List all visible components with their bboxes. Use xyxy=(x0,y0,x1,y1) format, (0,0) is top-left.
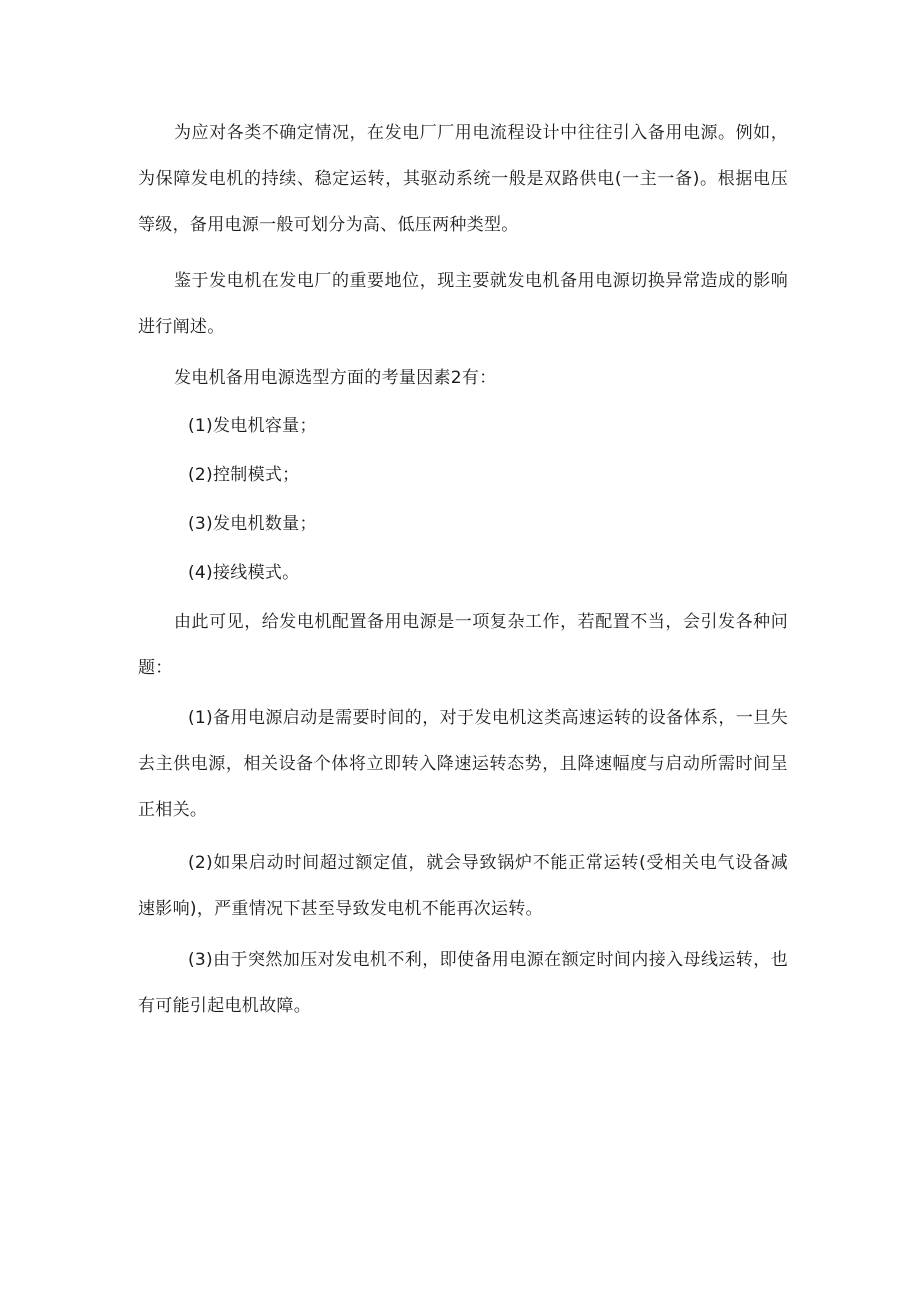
factor-item-control-mode: (2)控制模式； xyxy=(188,465,300,485)
paragraph-selection-factors-heading: 发电机备用电源选型方面的考量因素2有： xyxy=(174,368,497,388)
problem-item-startup-time: (1)备用电源启动是需要时间的，对于发电机这类高速运转的设备体系，一旦失去主供电源，相关设备个体将立即转入降速运转态势，且降速幅度与启动所需时间呈正相关。 xyxy=(138,708,788,820)
paragraph-generator-importance: 鉴于发电机在发电厂的重要地位，现主要就发电机备用电源切换异常造成的影响进行阐述。 xyxy=(138,271,788,337)
factor-item-capacity: (1)发电机容量； xyxy=(188,416,317,436)
problem-item-rated-time-exceeded: (2)如果启动时间超过额定值，就会导致锅炉不能正常运转(受相关电气设备减速影响)，严重情况下甚至导致发电机不能再次运转。 xyxy=(138,853,788,919)
paragraph-problems-intro: 由此可见，给发电机配置备用电源是一项复杂工作，若配置不当，会引发各种问题： xyxy=(138,612,788,678)
factor-item-generator-count: (3)发电机数量； xyxy=(188,514,317,534)
paragraph-backup-power-intro: 为应对各类不确定情况，在发电厂厂用电流程设计中往往引入备用电源。例如，为保障发电机的持续、稳定运转，其驱动系统一般是双路供电(一主一备)。根据电压等级，备用电源一般可划分为高、低压两种类型。 xyxy=(138,123,788,235)
problem-item-sudden-voltage: (3)由于突然加压对发电机不利，即使备用电源在额定时间内接入母线运转，也有可能引起电机故障。 xyxy=(138,950,788,1016)
factor-item-wiring-mode: (4)接线模式。 xyxy=(188,563,300,583)
